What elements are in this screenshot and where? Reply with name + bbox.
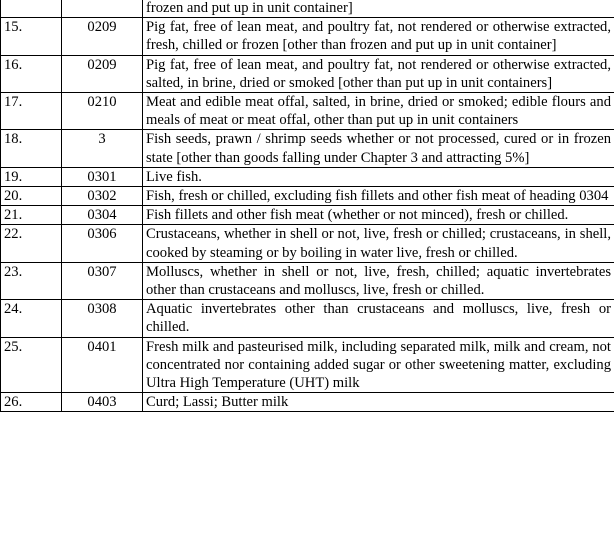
serial-number-cell: [1, 0, 62, 18]
description-cell: Fish fillets and other fish meat (whether or not minced), fresh or chilled.: [143, 206, 614, 225]
heading-cell: 0308: [62, 300, 143, 337]
table-row: [1, 93, 614, 130]
serial-number-cell: 16.: [1, 55, 62, 92]
serial-number-cell: 19.: [1, 167, 62, 186]
serial-number-cell: 24.: [1, 300, 62, 337]
table-row: [1, 262, 614, 299]
table-row: [1, 187, 614, 206]
tariff-table-body: [1, 0, 614, 412]
heading-cell: 0403: [62, 393, 143, 412]
table-row: [1, 18, 614, 55]
description-cell: Fish seeds, prawn / shrimp seeds whether or not processed, cured or in frozen state [other than goods falling under Chapter 3 and attracting 5%]: [143, 130, 614, 167]
serial-number-cell: 22.: [1, 225, 62, 262]
table-row: [1, 55, 614, 92]
serial-number-cell: 15.: [1, 18, 62, 55]
description-cell: Meat and edible meat offal, salted, in brine, dried or smoked; edible flours and meals of meat or meat offal, other than put up in unit containers: [143, 93, 614, 130]
heading-cell: 0307: [62, 262, 143, 299]
heading-cell: 0301: [62, 167, 143, 186]
table-row: [1, 206, 614, 225]
description-cell: Aquatic invertebrates other than crustaceans and molluscs, live, fresh or chilled.: [143, 300, 614, 337]
description-cell: Molluscs, whether in shell or not, live, fresh, chilled; aquatic invertebrates other than crustaceans and molluscs, live, fresh or chilled.: [143, 262, 614, 299]
serial-number-cell: 18.: [1, 130, 62, 167]
table-row: [1, 337, 614, 393]
heading-cell: [62, 0, 143, 18]
heading-cell: 0210: [62, 93, 143, 130]
table-row: [1, 300, 614, 337]
heading-cell: 0401: [62, 337, 143, 393]
heading-cell: 0209: [62, 55, 143, 92]
serial-number-cell: 25.: [1, 337, 62, 393]
serial-number-cell: 23.: [1, 262, 62, 299]
heading-cell: 0306: [62, 225, 143, 262]
description-cell: frozen and put up in unit container]: [143, 0, 614, 18]
description-cell: Fish, fresh or chilled, excluding fish fillets and other fish meat of heading 0304: [143, 187, 614, 206]
heading-cell: 0302: [62, 187, 143, 206]
heading-cell: 3: [62, 130, 143, 167]
table-row: [1, 0, 614, 18]
table-row: [1, 130, 614, 167]
serial-number-cell: 21.: [1, 206, 62, 225]
serial-number-cell: 26.: [1, 393, 62, 412]
description-cell: Live fish.: [143, 167, 614, 186]
description-cell: Pig fat, free of lean meat, and poultry fat, not rendered or otherwise extracted, fresh, chilled or frozen [other than frozen and put up in unit container]: [143, 18, 614, 55]
heading-cell: 0304: [62, 206, 143, 225]
description-cell: Crustaceans, whether in shell or not, live, fresh or chilled; crustaceans, in shell, cooked by steaming or by boiling in water live, fresh or chilled.: [143, 225, 614, 262]
table-row: [1, 393, 614, 412]
description-cell: Curd; Lassi; Butter milk: [143, 393, 614, 412]
description-cell: Fresh milk and pasteurised milk, including separated milk, milk and cream, not concentrated nor containing added sugar or other sweetening matter, excluding Ultra High Temperature (UHT) milk: [143, 337, 614, 393]
description-cell: Pig fat, free of lean meat, and poultry fat, not rendered or otherwise extracted, salted, in brine, dried or smoked [other than put up in unit containers]: [143, 55, 614, 92]
serial-number-cell: 20.: [1, 187, 62, 206]
heading-cell: 0209: [62, 18, 143, 55]
serial-number-cell: 17.: [1, 93, 62, 130]
table-row: [1, 167, 614, 186]
table-row: [1, 225, 614, 262]
